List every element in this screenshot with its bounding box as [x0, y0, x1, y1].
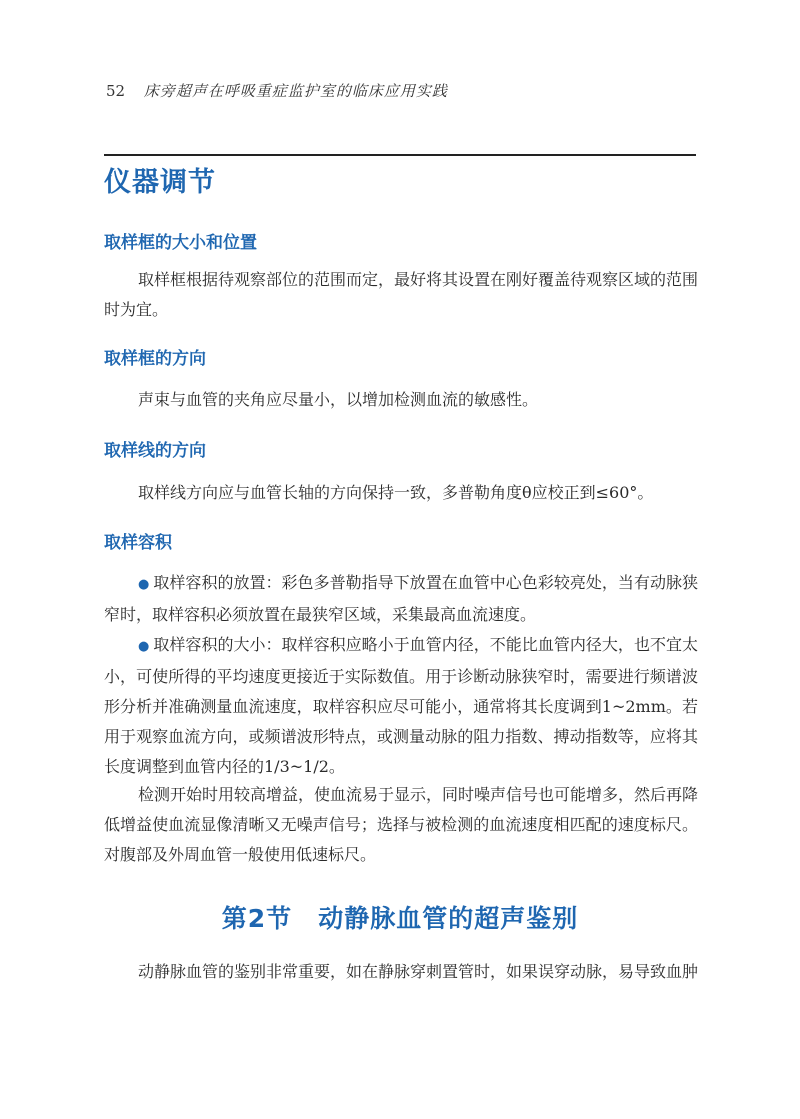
bullet-text: 取样容积的大小：取样容积应略小于血管内径，不能比血管内径大，也不宜太小，可使所得的平均速度更接近于实际数值。用于诊断动脉狭窄时，需要进行频谱波形分析并准确测量血流速度，取样容积应尽可能小，通常将其长度调到1~2mm。若用于观察血流方向，或频谱波形特点，或测量动脉的阻力指数、搏动指数等，应将其长度调整到血管内径的1/3~1/2。 — [104, 635, 698, 776]
paragraph-text: 动静脉血管的鉴别非常重要，如在静脉穿刺置管时，如果误穿动脉，易导致血肿 — [138, 962, 699, 981]
paragraph-sample-box-direction — [104, 385, 698, 415]
paragraph-text: 声束与血管的夹角应尽量小，以增加检测血流的敏感性。 — [138, 390, 539, 409]
paragraph-sample-box-size — [104, 265, 698, 325]
subsection-heading-sample-volume: 取样容积 — [104, 533, 172, 553]
subsection-heading-sample-line-direction: 取样线的方向 — [104, 441, 206, 461]
book-title: 床旁超声在呼吸重症监护室的临床应用实践 — [143, 82, 448, 100]
subsection-heading-sample-box-size: 取样框的大小和位置 — [104, 233, 257, 253]
running-header — [106, 80, 448, 101]
chapter-name: 动静脉血管的超声鉴别 — [318, 904, 579, 933]
subsection-heading-sample-box-direction: 取样框的方向 — [104, 349, 206, 369]
paragraph-text: 取样框根据待观察部位的范围而定，最好将其设置在刚好覆盖待观察区域的范围时为宜。 — [104, 270, 699, 319]
section-title: 仪器调节 — [104, 167, 216, 198]
header-rule — [104, 154, 696, 156]
paragraph-sample-line-direction — [104, 478, 698, 508]
paragraph-chapter-intro — [104, 957, 698, 987]
paragraph-text: 检测开始时用较高增益，使血流易于显示，同时噪声信号也可能增多，然后再降低增益使血流显像清晰又无噪声信号；选择与被检测的血流速度相匹配的速度标尺。对腹部及外周血管一般使用低速标尺。 — [104, 785, 699, 864]
bullet-text: 取样容积的放置：彩色多普勒指导下放置在血管中心色彩较亮处，当有动脉狭窄时，取样容积必须放置在最狭窄区域，采集最高血流速度。 — [104, 573, 698, 624]
bullet-dot-icon: ● — [138, 577, 150, 592]
chapter-title — [0, 899, 800, 935]
bullet-dot-icon: ● — [138, 639, 150, 654]
bullet-item-size — [104, 630, 698, 782]
chapter-number: 第2节 — [221, 904, 293, 933]
paragraph-text: 取样线方向应与血管长轴的方向保持一致，多普勒角度θ应校正到≤60°。 — [138, 483, 654, 502]
bullet-item-placement — [104, 568, 698, 630]
paragraph-gain-adjustment — [104, 780, 698, 870]
page-number: 52 — [106, 82, 126, 100]
